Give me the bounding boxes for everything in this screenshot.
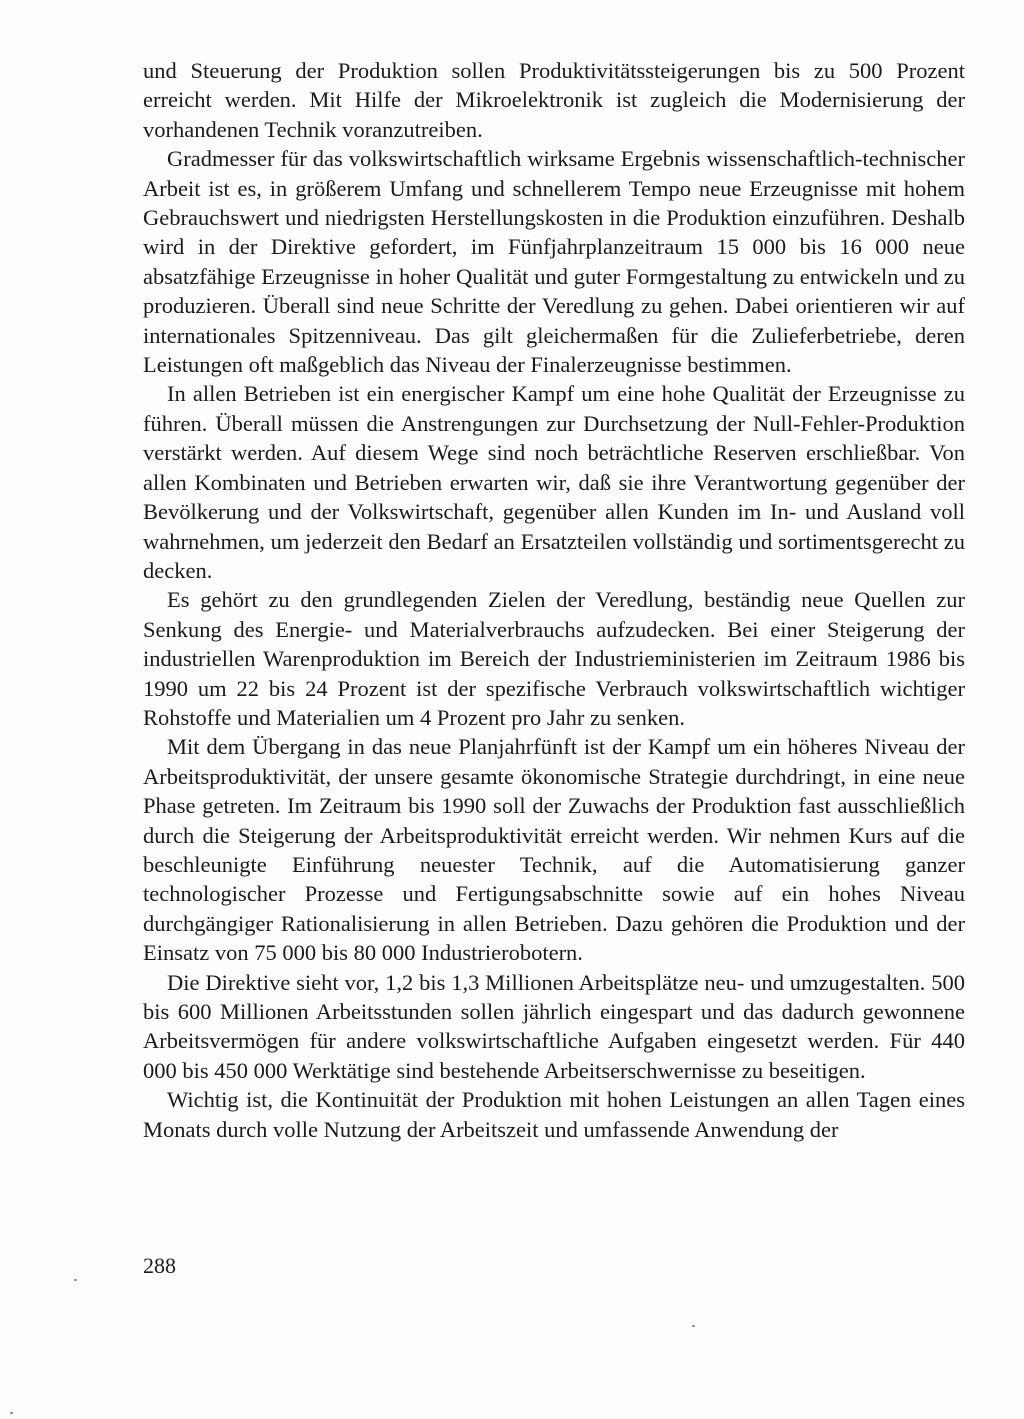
paragraph-1: und Steuerung der Produktion sollen Produktivitätssteigerungen bis zu 500 Prozent erreicht werden. Mit Hilfe der Mikroelektronik ist zugleich die Modernisierung der vorhandenen Technik voranzutreiben.: [143, 58, 965, 142]
scan-speck: [74, 1279, 77, 1281]
scan-speck: [692, 1325, 695, 1327]
paragraph-3: In allen Betrieben ist ein energischer Kampf um eine hohe Qualität der Erzeugnisse zu führen. Überall müssen die Anstrengungen zur Durchsetzung der Null-Fehler-Produktion verstärkt werden. Auf diesem Wege sind noch beträchtliche Reserven erschließbar. Von allen Kombinaten und Betrieben erwarten wir, daß sie ihre Verantwortung gegenüber der Bevölkerung und der Volkswirtschaft, gegenüber allen Kunden im In- und Ausland voll wahrnehmen, um jederzeit den Bedarf an Ersatzteilen vollständig und sortimentsgerecht zu decken.: [143, 381, 965, 583]
paragraph-2: Gradmesser für das volkswirtschaftlich wirksame Ergebnis wissenschaftlich-technischer Arbeit ist es, in größerem Umfang und schnellerem Tempo neue Erzeugnisse mit hohem Gebrauchswert und niedrigsten Herstellungskosten in die Produktion einzuführen. Deshalb wird in der Direktive gefordert, im Fünfjahrplanzeitraum 15 000 bis 16 000 neue absatzfähige Erzeugnisse in hoher Qualität und guter Formgestaltung zu entwickeln und zu produzieren. Überall sind neue Schritte der Veredlung zu gehen. Dabei orientieren wir auf internationales Spitzenniveau. Das gilt gleichermaßen für die Zulieferbetriebe, deren Leistungen oft maßgeblich das Niveau der Finalerzeugnisse bestimmen.: [143, 146, 965, 378]
paragraph-6: Die Direktive sieht vor, 1,2 bis 1,3 Millionen Arbeitsplätze neu- und umzugestalten. 500 bis 600 Millionen Arbeitsstunden sollen jährlich eingespart und das dadurch gewonnene Arbeitsvermögen für andere volkswirtschaftliche Aufgaben eingesetzt werden. Für 440 000 bis 450 000 Werktätige sind bestehende Arbeitserschwernisse zu beseitigen.: [143, 969, 965, 1083]
paragraph-5: Mit dem Übergang in das neue Planjahrfünft ist der Kampf um ein höheres Niveau der Arbeitsproduktivität, der unsere gesamte ökonomische Strategie durchdringt, in eine neue Phase getreten. Im Zeitraum bis 1990 soll der Zuwachs der Produktion fast ausschließlich durch die Steigerung der Arbeitsproduktivität erreicht werden. Wir nehmen Kurs auf die beschleunigte Einführung neuester Technik, auf die Automatisierung ganzer technologischer Prozesse und Fertigungsabschnitte sowie auf ein hohes Niveau durchgängiger Rationalisierung in allen Betrieben. Dazu gehören die Produktion und der Einsatz von 75 000 bis 80 000 Industrierobotern.: [143, 734, 965, 966]
paragraph-7: Wichtig ist, die Kontinuität der Produktion mit hohen Leistungen an allen Tagen eines Monats durch volle Nutzung der Arbeitszeit und umfassende Anwendung der: [143, 1087, 965, 1142]
paragraph-4: Es gehört zu den grundlegenden Zielen der Veredlung, beständig neue Quellen zur Senkung des Energie- und Materialverbrauchs aufzudecken. Bei einer Steigerung der industriellen Warenproduktion im Bereich der Industrieministerien im Zeitraum 1986 bis 1990 um 22 bis 24 Prozent ist der spezifische Verbrauch volkswirtschaftlich wichtiger Rohstoffe und Materialien um 4 Prozent pro Jahr zu senken.: [143, 587, 965, 730]
scan-speck: [10, 1412, 13, 1414]
page-number: 288: [143, 1253, 176, 1278]
body-text: [143, 56, 965, 1144]
